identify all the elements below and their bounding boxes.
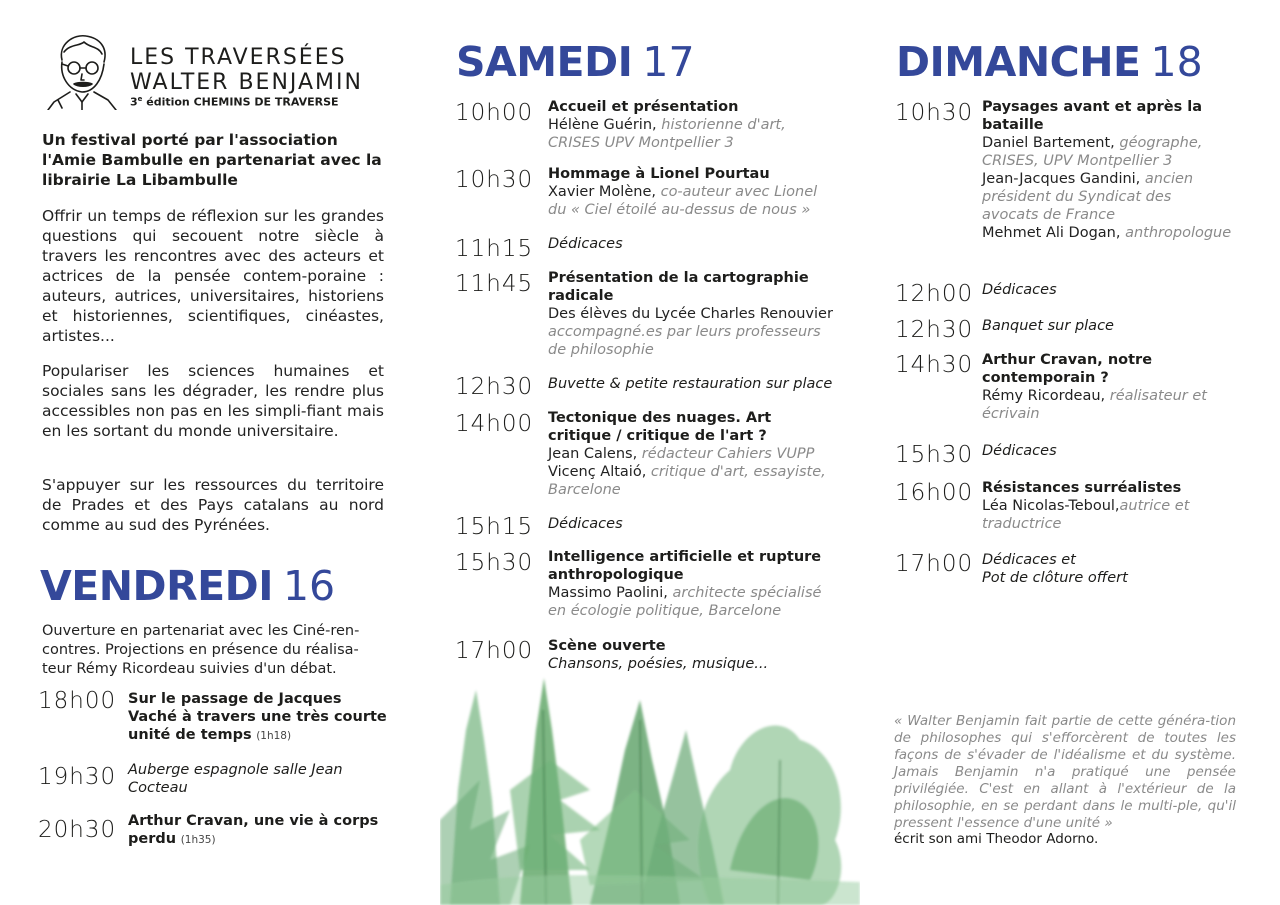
event-saturday-6: Tectonique des nuages. Art critique / critique de l'art ? Jean Calens, rédacteur Cahiers VUPP Vicenç Altaió, critique d'art, essayiste, Barcelone <box>548 410 826 498</box>
event-time: 12h00 <box>895 281 974 307</box>
event-saturday-4: Présentation de la cartographie radicale Des élèves du Lycée Charles Renouvier accompagné.es par leurs professeurs de philosophie <box>548 270 833 358</box>
event-sunday-1: Paysages avant et après la bataille Daniel Bartement, géographe, CRISES, UPV Montpellier 3 Jean-Jacques Gandini, ancien président du Syndicat des avocats de France Mehmet Ali Dogan, anthropologue <box>982 99 1232 241</box>
event-time: 16h00 <box>895 480 974 506</box>
event-saturday-9: Scène ouverte Chansons, poésies, musique... <box>548 638 769 672</box>
event-time: 12h30 <box>455 374 534 400</box>
event-time: 15h15 <box>455 514 534 540</box>
event-sunday-6: Résistances surréalistes Léa Nicolas-Teboul,autrice et traductrice <box>982 480 1190 532</box>
event-time: 14h00 <box>455 411 534 437</box>
walter-benjamin-portrait-icon <box>44 30 118 110</box>
event-time: 11h15 <box>455 236 534 262</box>
event-time: 11h45 <box>455 271 534 297</box>
event-time: 17h00 <box>895 551 974 577</box>
event-saturday-3: Dédicaces <box>548 236 623 252</box>
event-sunday-4: Arthur Cravan, notre contemporain ? Rémy Ricordeau, réalisateur et écrivain <box>982 352 1207 422</box>
event-saturday-1: Accueil et présentation Hélène Guérin, historienne d'art, CRISES UPV Montpellier 3 <box>548 99 786 151</box>
event-friday-1: Sur le passage de Jacques Vaché à travers une très courte unité de temps (1h18) <box>128 691 387 743</box>
event-saturday-8: Intelligence artificielle et rupture anthropologique Massimo Paolini, architecte spécialisé en écologie politique, Barcelone <box>548 549 822 619</box>
event-friday-2: Auberge espagnole salle Jean Cocteau <box>128 762 343 796</box>
brand-title-line1: LES TRAVERSÉES <box>130 45 347 70</box>
day-title-friday: VENDREDI 16 <box>40 562 336 610</box>
event-time: 20h30 <box>38 817 117 843</box>
day-title-saturday: SAMEDI 17 <box>456 38 695 86</box>
edition-label: 3e édition CHEMINS DE TRAVERSE <box>130 95 339 109</box>
event-saturday-7: Dédicaces <box>548 516 623 532</box>
intro-paragraph-1: Offrir un temps de réflexion sur les grandes questions qui secouent notre siècle à travers les rencontres avec des acteurs et actrices de la pensée contem-poraine : auteurs, autrices, universitaires, historiens et historiennes, scientifiques, cinéastes, artistes... <box>42 207 384 345</box>
event-time: 15h30 <box>895 442 974 468</box>
event-sunday-3: Banquet sur place <box>982 318 1114 334</box>
adorno-quote: « Walter Benjamin fait partie de cette généra-tion de philosophes qui s'efforcèrent de toutes les façons de s'évader de l'idéalisme et du système. Jamais Benjamin n'a pratiqué une pensée privilégiée. C'est en allant à l'extérieur de la philosophie, en se perdant dans le multi-ple, qu'il pressent l'essence d'une unité » <box>894 713 1236 831</box>
watercolor-forest-illustration <box>440 670 860 905</box>
event-time: 10h30 <box>455 167 534 193</box>
day-title-sunday: DIMANCHE 18 <box>896 38 1203 86</box>
quote-attribution: écrit son ami Theodor Adorno. <box>894 831 1099 847</box>
event-sunday-7: Dédicaces et Pot de clôture offert <box>982 552 1128 586</box>
event-saturday-5: Buvette & petite restauration sur place <box>548 376 833 392</box>
intro-paragraph-2: Populariser les sciences humaines et sociales sans les dégrader, les rendre plus accessibles non pas en les simpli-fiant mais en les sortant du monde universitaire. <box>42 362 384 440</box>
event-sunday-5: Dédicaces <box>982 443 1057 459</box>
event-time: 10h00 <box>455 100 534 126</box>
event-sunday-2: Dédicaces <box>982 282 1057 298</box>
event-time: 15h30 <box>455 550 534 576</box>
event-time: 17h00 <box>455 638 534 664</box>
event-time: 10h30 <box>895 100 974 126</box>
friday-intro: Ouverture en partenariat avec les Ciné-ren-contres. Projections en présence du réalisa-teur Rémy Ricordeau suivies d'un débat. <box>42 623 360 677</box>
event-friday-3: Arthur Cravan, une vie à corps perdu (1h35) <box>128 813 379 847</box>
event-time: 14h30 <box>895 352 974 378</box>
brand-title-line2: WALTER BENJAMIN <box>130 70 363 95</box>
event-time: 18h00 <box>38 688 117 714</box>
event-saturday-2: Hommage à Lionel Pourtau Xavier Molène, co-auteur avec Lionel du « Ciel étoilé au-dessus de nous » <box>548 166 818 218</box>
event-time: 12h30 <box>895 317 974 343</box>
festival-tagline: Un festival porté par l'association l'Amie Bambulle en partenariat avec la librairie La Libambulle <box>42 131 382 189</box>
intro-paragraph-3: S'appuyer sur les ressources du territoire de Prades et des Pays catalans au nord comme au sud des Pyrénées. <box>42 476 384 534</box>
event-time: 19h30 <box>38 764 117 790</box>
